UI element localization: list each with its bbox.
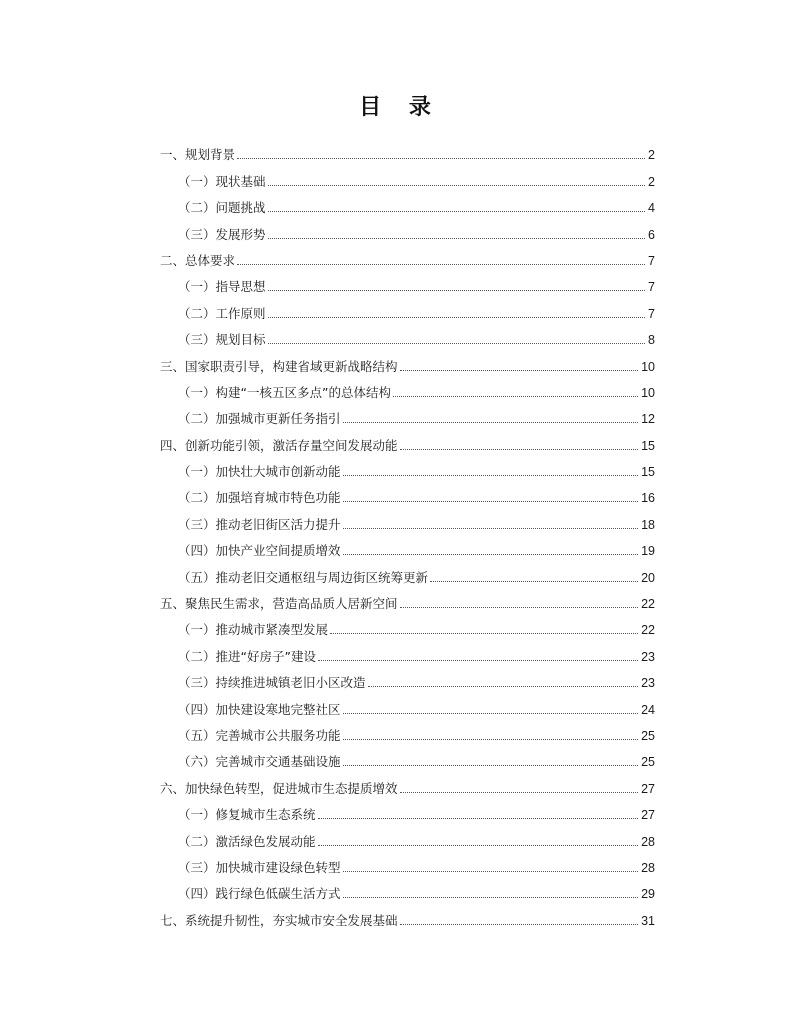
toc-section-entry[interactable] [160,878,655,904]
toc-section-entry[interactable] [160,720,655,746]
toc-entry-label: （一）修复城市生态系统 [178,807,316,823]
toc-dot-leader [343,475,639,476]
toc-page-number: 23 [641,649,655,664]
toc-entry-label: （三）持续推进城镇老旧小区改造 [178,675,366,691]
toc-page-number: 24 [641,702,655,717]
toc-dot-leader [343,713,639,714]
toc-page-number: 7 [648,306,655,321]
toc-section-entry[interactable] [160,456,655,482]
toc-entry-label: 三、国家职责引导，构建省域更新战略结构 [160,358,398,374]
toc-page-number: 29 [641,887,655,902]
toc-section-entry[interactable] [160,640,655,666]
toc-section-entry[interactable] [160,192,655,218]
toc-dot-leader [268,317,646,318]
toc-entry-label: 二、总体要求 [160,252,236,268]
toc-entry-label: （二）加强培育城市特色功能 [178,490,341,506]
toc-chapter-entry[interactable] [160,772,655,798]
toc-entry-label: （五）推动老旧交通枢纽与周边街区统筹更新 [178,569,429,585]
toc-dot-leader [237,264,645,265]
toc-dot-leader [343,897,639,898]
toc-entry-label: （三）推动老旧街区活力提升 [178,516,341,532]
toc-page-number: 23 [641,676,655,691]
toc-entry-label: （四）践行绿色低碳生活方式 [178,886,341,902]
toc-chapter-entry[interactable] [160,904,655,930]
toc-dot-leader [343,871,639,872]
toc-entry-label: （一）构建“一核五区多点”的总体结构 [178,384,391,400]
toc-entry-label: 七、系统提升韧性，夯实城市安全发展基础 [160,912,398,928]
toc-dot-leader [330,633,638,634]
toc-entry-label: （二）工作原则 [178,305,266,321]
toc-entry-label: （一）现状基础 [178,173,266,189]
toc-page-number: 25 [641,755,655,770]
toc-entry-label: （一）指导思想 [178,279,266,295]
toc-dot-leader [268,290,646,291]
toc-page-number: 15 [641,438,655,453]
toc-entry-label: （三）规划目标 [178,332,266,348]
toc-section-entry[interactable] [160,271,655,297]
toc-page-number: 18 [641,517,655,532]
toc-entry-label: 五、聚焦民生需求，营造高品质人居新空间 [160,596,398,612]
toc-entry-label: （五）完善城市公共服务功能 [178,727,341,743]
toc-dot-leader [268,343,646,344]
toc-page-number: 27 [641,781,655,796]
toc-section-entry[interactable] [160,324,655,350]
toc-entry-label: （四）加快建设寒地完整社区 [178,701,341,717]
toc-page-number: 4 [648,201,655,216]
toc-page-number: 22 [641,597,655,612]
toc-page-number: 6 [648,227,655,242]
toc-dot-leader [393,396,638,397]
toc-page-number: 2 [648,174,655,189]
toc-section-entry[interactable] [160,667,655,693]
toc-section-entry[interactable] [160,693,655,719]
toc-section-entry[interactable] [160,799,655,825]
toc-dot-leader [400,449,639,450]
toc-page-number: 31 [641,913,655,928]
toc-page-number: 28 [641,834,655,849]
toc-dot-leader [268,211,646,212]
toc-dot-leader [343,765,639,766]
toc-page-number: 10 [641,385,655,400]
toc-page-number: 2 [648,148,655,163]
toc-chapter-entry[interactable] [160,429,655,455]
toc-section-entry[interactable] [160,746,655,772]
toc-entry-label: （六）完善城市交通基础设施 [178,754,341,770]
toc-page-number: 22 [641,623,655,638]
toc-entry-label: （三）发展形势 [178,226,266,242]
toc-chapter-entry[interactable] [160,350,655,376]
toc-page-number: 19 [641,544,655,559]
toc-dot-leader [400,370,639,371]
toc-chapter-entry[interactable] [160,245,655,271]
toc-page-number: 8 [648,333,655,348]
toc-page-number: 7 [648,253,655,268]
toc-dot-leader [318,845,639,846]
page-title: 目 录 [359,95,441,120]
toc-page-number: 25 [641,728,655,743]
toc-section-entry[interactable] [160,852,655,878]
toc-dot-leader [368,686,639,687]
toc-dot-leader [400,924,639,925]
toc-page-number: 28 [641,860,655,875]
toc-dot-leader [343,422,639,423]
toc-dot-leader [318,818,639,819]
toc-page-number: 10 [641,359,655,374]
toc-dot-leader [268,238,646,239]
toc-section-entry[interactable] [160,561,655,587]
toc-page-number: 16 [641,491,655,506]
toc-page-number: 12 [641,412,655,427]
toc-entry-label: 一、规划背景 [160,147,236,163]
toc-chapter-entry[interactable] [160,588,655,614]
toc-page-number: 15 [641,465,655,480]
toc-entry-label: （二）激活绿色发展动能 [178,833,316,849]
toc-dot-leader [268,185,646,186]
toc-section-entry[interactable] [160,482,655,508]
toc-section-entry[interactable] [160,508,655,534]
table-of-contents [160,139,655,931]
toc-dot-leader [237,158,645,159]
toc-section-entry[interactable] [160,825,655,851]
toc-entry-label: 四、创新功能引领，激活存量空间发展动能 [160,437,398,453]
toc-entry-label: （二）推进“好房子”建设 [178,648,316,664]
toc-page-number: 7 [648,280,655,295]
toc-section-entry[interactable] [160,614,655,640]
toc-dot-leader [400,607,639,608]
toc-page-number: 27 [641,808,655,823]
toc-section-entry[interactable] [160,297,655,323]
toc-entry-label: （二）问题挑战 [178,200,266,216]
toc-page-number: 20 [641,570,655,585]
toc-section-entry[interactable] [160,403,655,429]
toc-dot-leader [343,528,639,529]
toc-section-entry[interactable] [160,535,655,561]
toc-entry-label: （一）加快壮大城市创新动能 [178,464,341,480]
toc-dot-leader [318,660,638,661]
toc-dot-leader [430,581,638,582]
toc-entry-label: （三）加快城市建设绿色转型 [178,859,341,875]
toc-dot-leader [343,501,639,502]
toc-dot-leader [343,554,639,555]
toc-dot-leader [343,739,639,740]
toc-section-entry[interactable] [160,218,655,244]
toc-entry-label: （四）加快产业空间提质增效 [178,543,341,559]
toc-entry-label: （一）推动城市紧凑型发展 [178,622,329,638]
toc-chapter-entry[interactable] [160,139,655,165]
toc-entry-label: （二）加强城市更新任务指引 [178,411,341,427]
toc-entry-label: 六、加快绿色转型，促进城市生态提质增效 [160,780,398,796]
toc-dot-leader [400,792,639,793]
toc-section-entry[interactable] [160,377,655,403]
toc-section-entry[interactable] [160,165,655,191]
